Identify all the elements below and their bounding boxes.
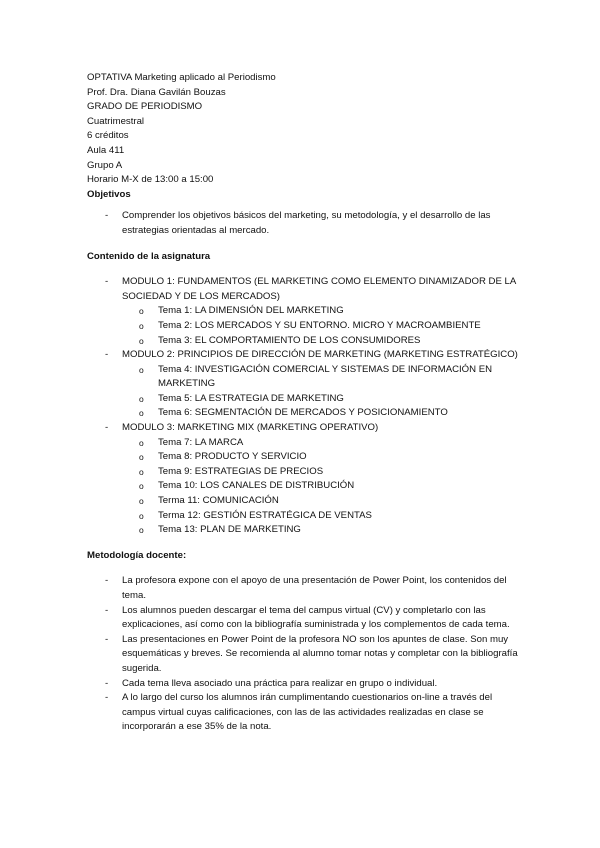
group: Grupo A: [87, 159, 123, 171]
bullet-marker: o: [139, 452, 144, 463]
dash-marker: -: [105, 349, 109, 361]
schedule: Horario M-X de 13:00 a 15:00: [87, 174, 214, 186]
bullet-marker: o: [139, 320, 144, 331]
dash-marker: -: [105, 633, 109, 645]
topic-item: [87, 392, 527, 407]
topic-item: [87, 509, 527, 524]
bullet-marker: o: [139, 496, 144, 507]
methodology-list: [87, 574, 527, 735]
topic-label: Tema 9: ESTRATEGIAS DE PRECIOS: [158, 465, 324, 477]
objectives-list: [87, 209, 527, 238]
list-item: [87, 209, 527, 238]
topic-item: [87, 494, 527, 509]
topic-label: Tema 5: LA ESTRATEGIA DE MARKETING: [158, 392, 344, 404]
bullet-marker: o: [139, 393, 144, 404]
course-header: [87, 71, 527, 188]
bullet-marker: o: [139, 481, 144, 492]
methodology-heading: Metodología docente:: [87, 549, 187, 561]
module-label: MODULO 3: MARKETING MIX (MARKETING OPERATIVO): [122, 422, 379, 434]
dash-marker: -: [105, 575, 109, 587]
topic-label: Tema 13: PLAN DE MARKETING: [158, 524, 301, 536]
topic-label: Tema 8: PRODUCTO Y SERVICIO: [158, 451, 307, 463]
topic-label: Tema 1: LA DIMENSIÓN DEL MARKETING: [158, 305, 344, 317]
objective-text: Comprender los objetivos básicos del marketing, su metodología, y el desarrollo de las estrategias orientadas al mercado.: [122, 210, 491, 236]
content-heading: Contenido de la asignatura: [87, 250, 211, 262]
bullet-marker: o: [139, 335, 144, 346]
credits: 6 créditos: [87, 130, 129, 142]
modules-list: [87, 275, 527, 538]
course-title: OPTATIVA Marketing aplicado al Periodismo: [87, 72, 276, 83]
term-type: Cuatrimestral: [87, 115, 145, 127]
bullet-marker: o: [139, 364, 144, 375]
topic-item: [87, 304, 527, 319]
dash-marker: -: [105, 276, 109, 288]
bullet-marker: o: [139, 510, 144, 521]
topic-item: [87, 450, 527, 465]
topic-group: [87, 436, 527, 538]
topic-label: Terma 12: GESTIÓN ESTRATÉGICA DE VENTAS: [158, 509, 372, 521]
topic-label: Tema 10: LOS CANALES DE DISTRIBUCIÓN: [158, 480, 355, 492]
module-item: [87, 348, 527, 363]
list-item: [87, 633, 527, 677]
topic-group: [87, 363, 527, 421]
degree-name: GRADO DE PERIODISMO: [87, 101, 203, 113]
topic-item: [87, 334, 527, 349]
topic-item: [87, 406, 527, 421]
bullet-marker: o: [139, 408, 144, 419]
topic-item: [87, 319, 527, 334]
methodology-text: Las presentaciones en Power Point de la profesora NO son los apuntes de clase. Son muy esquemáticas y breves. Se recomienda al alumno tomar notas y completar con la bibliografía sugerida.: [122, 633, 518, 674]
topic-label: Tema 7: LA MARCA: [158, 436, 244, 448]
module-label: MODULO 2: PRINCIPIOS DE DIRECCIÓN DE MARKETING (MARKETING ESTRATÉGICO): [122, 349, 518, 361]
dash-marker: -: [105, 692, 109, 704]
document-page: [87, 71, 527, 735]
dash-marker: -: [105, 677, 109, 689]
methodology-text: La profesora expone con el apoyo de una presentación de Power Point, los contenidos del tema.: [122, 575, 507, 601]
topic-label: Tema 6: SEGMENTACIÓN DE MERCADOS Y POSICIONAMIENTO: [158, 407, 448, 419]
topic-item: [87, 436, 527, 451]
professor-name: Prof. Dra. Diana Gavilán Bouzas: [87, 86, 226, 98]
bullet-marker: o: [139, 525, 144, 536]
module-item: [87, 421, 527, 436]
module-label: MODULO 1: FUNDAMENTOS (EL MARKETING COMO ELEMENTO DINAMIZADOR DE LA SOCIEDAD Y DE LOS MERCADOS): [122, 276, 516, 302]
list-item: [87, 691, 527, 735]
topic-label: Tema 3: EL COMPORTAMIENTO DE LOS CONSUMIDORES: [158, 334, 421, 346]
objectives-heading: Objetivos: [87, 188, 131, 200]
dash-marker: -: [105, 604, 109, 616]
methodology-text: Cada tema lleva asociado una práctica para realizar en grupo o individual.: [122, 677, 438, 689]
topic-item: [87, 523, 527, 538]
room: Aula 411: [87, 144, 125, 156]
topic-label: Tema 4: INVESTIGACIÓN COMERCIAL Y SISTEMAS DE INFORMACIÓN EN MARKETING: [158, 363, 493, 390]
methodology-text: A lo largo del curso los alumnos irán cumplimentando cuestionarios on-line a través del campus virtual cuyas calificaciones, con las de las actividades realizadas en clase se incorporarán a ese 35% de la nota.: [122, 692, 493, 733]
bullet-marker: o: [139, 437, 144, 448]
topic-item: [87, 363, 527, 392]
bullet-marker: o: [139, 466, 144, 477]
dash-marker: -: [105, 210, 109, 222]
topic-group: [87, 304, 527, 348]
topic-label: Tema 2: LOS MERCADOS Y SU ENTORNO. MICRO Y MACROAMBIENTE: [158, 319, 481, 331]
list-item: [87, 604, 527, 633]
topic-item: [87, 465, 527, 480]
methodology-text: Los alumnos pueden descargar el tema del campus virtual (CV) y completarlo con las explicaciones, así como con la bibliografía suministrada y los complementos de cada tema.: [122, 604, 510, 631]
dash-marker: -: [105, 422, 109, 434]
module-item: [87, 275, 527, 304]
bullet-marker: o: [139, 306, 144, 317]
list-item: [87, 574, 527, 603]
list-item: [87, 677, 527, 692]
topic-item: [87, 479, 527, 494]
topic-label: Terma 11: COMUNICACIÓN: [158, 495, 279, 507]
